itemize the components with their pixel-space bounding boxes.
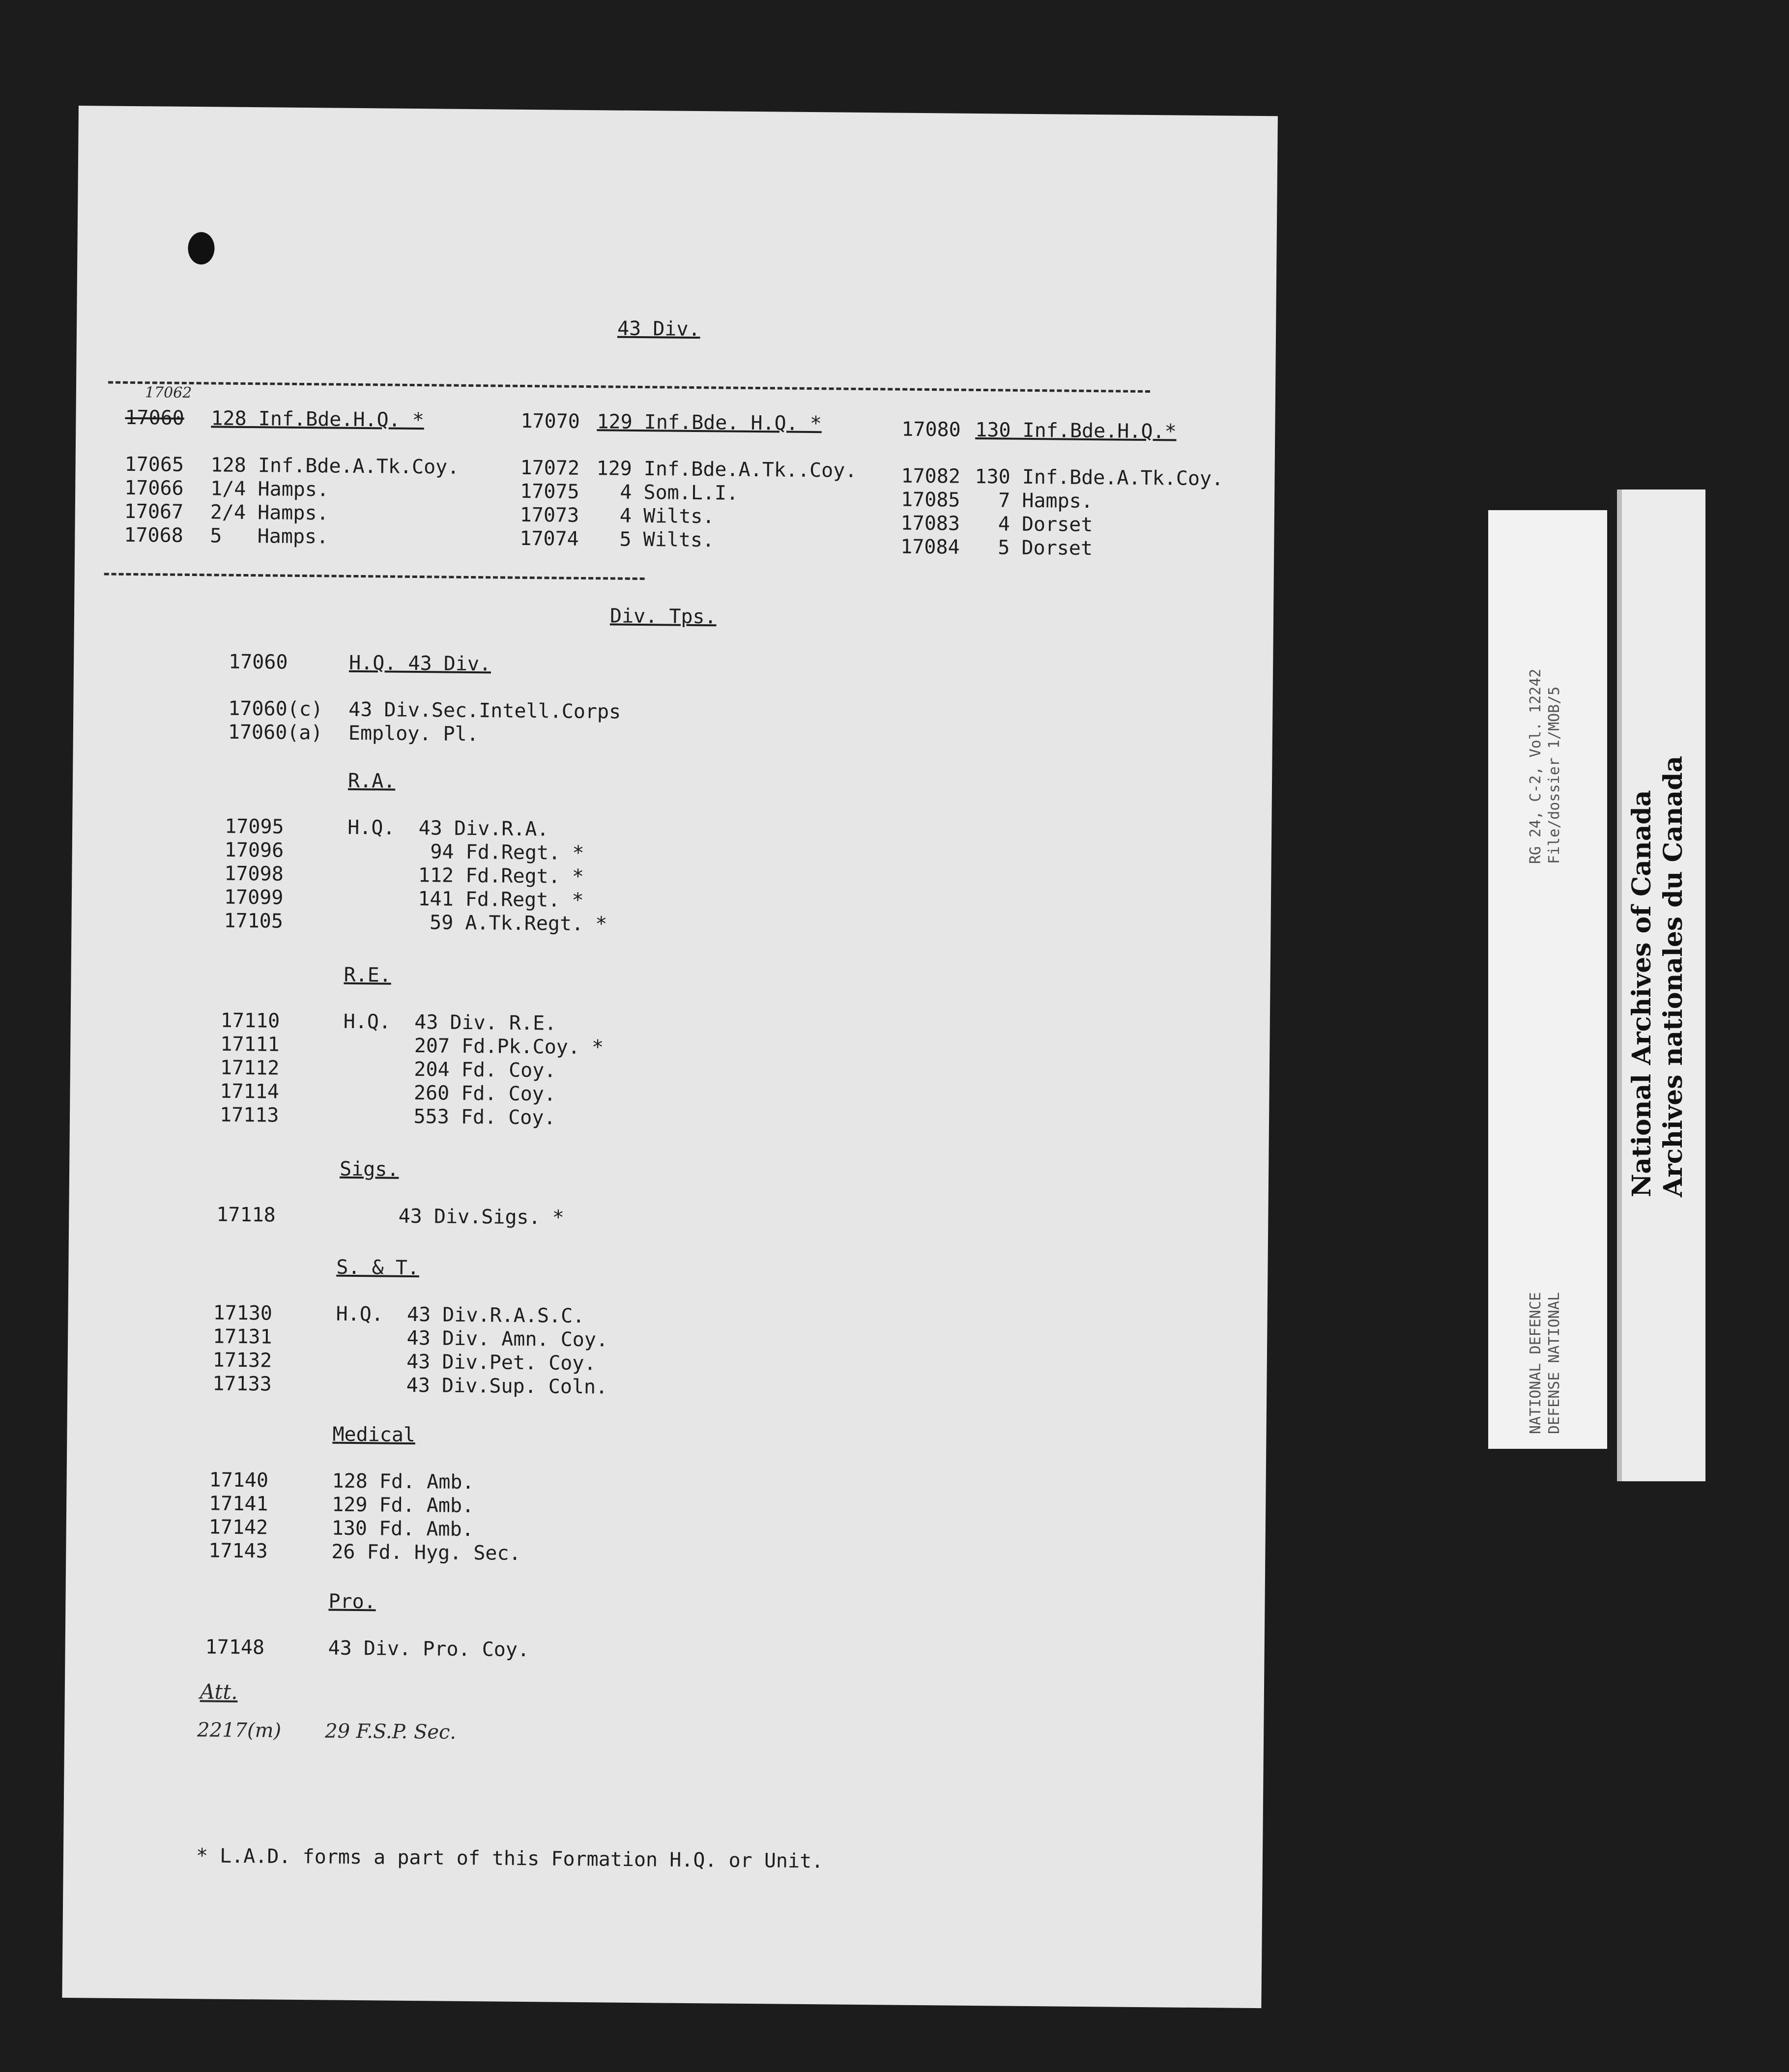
unit-number: 17096 (224, 838, 284, 862)
unit-name: 128 Fd. Amb. (332, 1469, 474, 1494)
unit-number: 17141 (208, 1492, 268, 1516)
handwritten-correction: 17062 (144, 384, 192, 402)
unit-number: 17132 (212, 1349, 272, 1372)
punch-hole (188, 232, 215, 264)
unit-name: 130 Inf.Bde.A.Tk.Coy. (975, 465, 1224, 490)
unit-number: 17095 (225, 815, 284, 838)
archives-name-en: National Archives of Canada (1627, 790, 1657, 1197)
document-page (62, 106, 1278, 2008)
unit-number: 17072 (520, 456, 580, 480)
unit-number: 17085 (900, 488, 960, 512)
footnote: * L.A.D. forms a part of this Formation H.Q. or Unit. (196, 1844, 824, 1873)
unit-name: 130 Fd. Amb. (331, 1517, 474, 1541)
unit-name: 59 A.Tk.Regt. * (346, 910, 607, 936)
unit-number: 17068 (124, 523, 183, 547)
brigade-hq-number: 17080 (901, 418, 961, 441)
brigade-hq-number: 17070 (520, 409, 580, 433)
brigade-hq-name: 129 Inf.Bde. H.Q. * (597, 410, 822, 435)
document-title: 43 Div. (617, 317, 700, 341)
unit-number: 17060(c) (228, 697, 323, 721)
unit-name: H.Q. 43 Div. R.E. (343, 1010, 557, 1035)
unit-name: 43 Div.Sec.Intell.Corps (348, 698, 621, 723)
unit-name: 94 Fd.Regt. * (347, 839, 584, 865)
unit-number: 17133 (212, 1372, 272, 1396)
archive-reference-line2: File/dossier 1/MOB/5 (1546, 686, 1563, 864)
brigade-hq-name: 130 Inf.Bde.H.Q.* (975, 418, 1177, 443)
unit-name: 43 Div.Pet. Coy. (335, 1350, 596, 1375)
unit-name: 204 Fd. Coy. (343, 1057, 556, 1082)
section-heading: Sigs. (339, 1157, 399, 1181)
top-divider (108, 381, 1150, 393)
unit-number: 17098 (224, 862, 284, 886)
unit-number: 17083 (900, 512, 960, 535)
unit-name: 43 Div.Sigs. * (339, 1204, 565, 1229)
unit-number: 17114 (220, 1080, 280, 1103)
handwritten-att-name: 29 F.S.P. Sec. (324, 1720, 457, 1744)
archives-name-fr: Archives nationales du Canada (1658, 755, 1688, 1197)
unit-number: 17060(a) (228, 720, 323, 745)
unit-name: 7 Hamps. (974, 489, 1094, 513)
section-heading: S. & T. (336, 1256, 420, 1280)
unit-name: 129 Fd. Amb. (331, 1493, 474, 1518)
section-heading: Medical (332, 1423, 416, 1447)
unit-name: 112 Fd.Regt. * (347, 863, 584, 889)
unit-name: 553 Fd. Coy. (342, 1104, 556, 1129)
unit-number: 17131 (212, 1325, 272, 1349)
unit-name: 4 Wilts. (596, 504, 715, 528)
unit-name: 5 Hamps. (210, 524, 329, 548)
unit-name: 26 Fd. Hyg. Sec. (331, 1540, 521, 1565)
unit-number: 17075 (519, 480, 579, 503)
section-heading: R.E. (344, 963, 392, 987)
handwritten-att-number: 2217(m) (197, 1719, 282, 1742)
archives-stamp-strip (1617, 489, 1705, 1481)
unit-number: 17084 (900, 535, 960, 559)
archive-reference-strip (1488, 510, 1607, 1449)
handwritten-att-heading: Att. (200, 1679, 238, 1704)
unit-name: 43 Div. Amn. Coy. (335, 1326, 608, 1352)
unit-number: 17073 (519, 503, 579, 527)
unit-number: 17067 (124, 500, 184, 523)
unit-name: 5 Wilts. (596, 528, 715, 552)
unit-name: H.Q. 43 Div.R.A.S.C. (336, 1302, 585, 1328)
unit-name: 128 Inf.Bde.A.Tk.Coy. (210, 454, 460, 479)
div-tps-heading: Div. Tps. (609, 604, 717, 629)
unit-name: 43 Div. Pro. Coy. (328, 1637, 530, 1662)
unit-name: H.Q. 43 Div.R.A. (347, 816, 549, 841)
archive-reference-line1: RG 24, C-2, Vol. 12242 (1527, 668, 1544, 864)
unit-number: 17110 (220, 1009, 280, 1033)
unit-number: 17112 (220, 1056, 280, 1080)
unit-number: 17111 (220, 1033, 280, 1056)
unit-number: 17142 (208, 1516, 268, 1539)
unit-name: 2/4 Hamps. (210, 501, 329, 525)
unit-number: 17143 (208, 1539, 268, 1563)
unit-name: 129 Inf.Bde.A.Tk..Coy. (596, 457, 857, 482)
unit-number: 17118 (216, 1203, 276, 1227)
unit-name: 260 Fd. Coy. (343, 1081, 556, 1106)
section-heading: Pro. (328, 1590, 376, 1613)
department-line2: DEFENSE NATIONAL (1546, 1292, 1563, 1434)
unit-number: 17148 (205, 1636, 265, 1659)
unit-name: 4 Dorset (974, 512, 1093, 537)
unit-number: 17113 (219, 1103, 279, 1127)
brigade-hq-name: 128 Inf.Bde.H.Q. * (211, 407, 425, 432)
unit-name: 207 Fd.Pk.Coy. * (343, 1034, 604, 1059)
unit-number: 17065 (124, 453, 184, 476)
unit-name: 4 Som.L.I. (596, 481, 739, 505)
unit-number: 17060 (228, 650, 288, 674)
unit-number: 17082 (901, 464, 961, 488)
unit-name: H.Q. 43 Div. (348, 651, 491, 676)
unit-name: 141 Fd.Regt. * (346, 887, 584, 912)
unit-number: 17066 (124, 476, 184, 500)
unit-number: 17140 (209, 1468, 269, 1492)
unit-number: 17074 (519, 527, 579, 550)
bottom-divider (104, 573, 645, 580)
unit-name: 1/4 Hamps. (210, 477, 329, 501)
section-heading: R.A. (347, 769, 396, 793)
unit-name: 5 Dorset (974, 536, 1093, 560)
unit-number: 17105 (224, 909, 284, 933)
unit-name: 43 Div.Sup. Coln. (335, 1373, 608, 1399)
unit-name: Employ. Pl. (348, 721, 479, 746)
brigade-hq-number: 17060 (125, 406, 185, 430)
unit-number: 17099 (224, 886, 284, 909)
unit-number: 17130 (213, 1301, 273, 1325)
department-line1: NATIONAL DEFENCE (1527, 1292, 1544, 1434)
